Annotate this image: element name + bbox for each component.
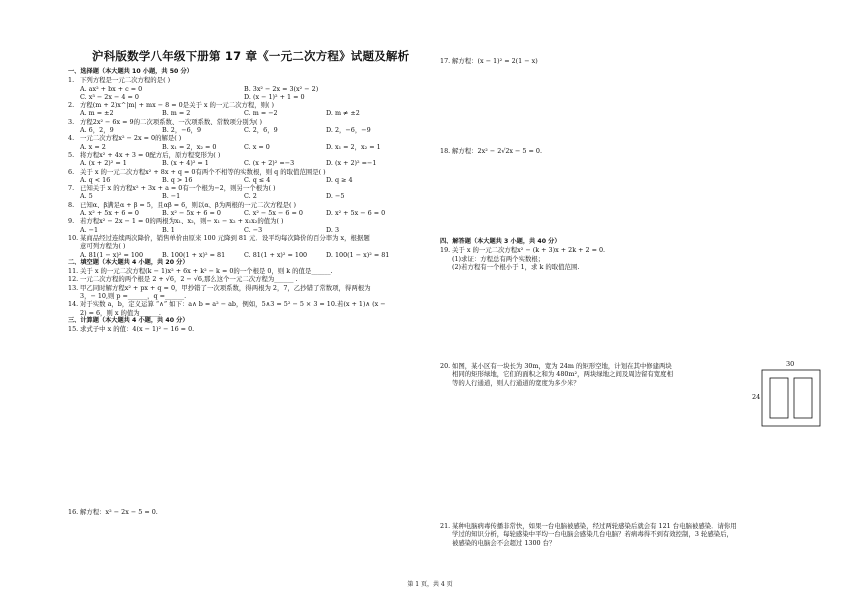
question-text-continued: 意可列方程为( ): [80, 242, 126, 251]
sub-question-2: (2)若方程有一个根小于 1，求 k 的取值范围.: [452, 262, 580, 271]
section-heading: 四、解答题（本大题共 3 小题，共 40 分）: [440, 238, 561, 245]
option-b: B. 100(1 + x)² = 81: [162, 250, 226, 259]
question-text: 关于 x 的一元二次方程x² − (k + 3)x + 2k + 2 = 0.: [452, 246, 606, 255]
green-area-left: [770, 378, 788, 418]
option-a: A. 81(1 − x)² = 100: [80, 250, 144, 259]
question-number: 18.: [440, 147, 451, 155]
rectangle-figure: [752, 360, 824, 436]
question-number: 7.: [68, 184, 75, 193]
question-text: 某商品经过连续两次降价，销售单价由原来 100 元降到 81 元．设平均每次降价的百分率为 x，根据题: [80, 233, 370, 242]
question-number: 13.: [68, 283, 79, 292]
question-3: [68, 118, 438, 135]
question-text: 关于 x 的一元二次方程(k − 1)x² + 6x + k² − k = 0的一个根是 0，则 k 的值是______.: [80, 267, 333, 276]
question-8: [68, 201, 438, 218]
option-d: D. 3: [326, 225, 340, 234]
question-2: [68, 101, 438, 118]
option-a: A. m = ±2: [80, 109, 114, 118]
option-b: B. 2，−6，9: [162, 126, 202, 135]
question-number: 11.: [68, 267, 79, 276]
option-b: B. 1: [162, 225, 175, 234]
question-number: 10.: [68, 233, 79, 242]
question-text: 求式子中 x 的值：4(x − 1)² − 16 = 0.: [80, 325, 195, 334]
option-d: D. (x − 1)² + 1 = 0: [244, 92, 305, 101]
question-text: 下列方程是一元二次方程的是( ): [80, 76, 171, 85]
question-number: 5.: [68, 150, 75, 159]
option-c: C. −3: [244, 225, 263, 234]
option-a: A. −1: [80, 225, 99, 234]
question-number: 21.: [440, 522, 451, 530]
option-c: C. x³ − 2x − 4 = 0: [80, 92, 139, 101]
option-d: D. 2，−6，−9: [326, 126, 371, 135]
question-text: 解方程：2x² − 2√2x − 5 = 0.: [452, 147, 543, 155]
option-b: B. −1: [162, 192, 181, 201]
option-a: A. 6，2，9: [80, 126, 114, 135]
question-text: 已知α、β满足α + β = 5，且αβ = 6，则以α、β为两根的一元二次方程是( ): [80, 200, 297, 209]
section-4: [440, 238, 820, 271]
question-12: [68, 275, 438, 283]
option-a: A. ax² + bx + c = 0: [80, 84, 143, 93]
question-7: [68, 184, 438, 201]
green-area-right: [794, 378, 812, 418]
section-heading: 一、选择题（本大题共 10 小题，共 50 分）: [68, 68, 193, 75]
question-number: 4.: [68, 134, 75, 143]
option-b: B. 3x² − 2x = 3(x² − 2): [244, 84, 319, 93]
question-text: 将方程x² + 4x + 3 = 0配方后，原方程变形为( ): [80, 150, 221, 159]
option-d: D. x₁ = 2，x₂ = 1: [326, 142, 381, 151]
question-14: [68, 300, 438, 317]
rectangle-diagram: [752, 360, 824, 436]
option-c: C. m = −2: [244, 109, 278, 118]
sub-question-1: (1)求证：方程总有两个实数根；: [452, 254, 545, 263]
question-text-continued: 等的人行通道，则人行通道的宽度为多少米？: [452, 378, 580, 387]
option-d: D. m ≠ ±2: [326, 109, 360, 118]
section-heading: 三、计算题（本大题共 4 小题，共 40 分）: [68, 316, 189, 324]
question-15: [68, 325, 438, 333]
question-number: 1.: [68, 76, 75, 85]
question-number: 17.: [440, 57, 451, 65]
question-number: 9.: [68, 217, 75, 226]
section-heading: 二、填空题（本大题共 4 小题，共 20 分）: [68, 258, 189, 266]
question-text-continued: 学过的知识分析，每轮感染中平均一台电脑会感染几台电脑？若病毒得不到有效控制，3 轮感染后，: [452, 530, 733, 539]
figure-height-label: 24: [752, 393, 761, 401]
left-column: [68, 68, 438, 334]
question-text: 关于 x 的一元二次方程x² + 8x + q = 0有两个不相等的实数根，则 q 的取值范围是( ): [80, 167, 326, 176]
question-1: [68, 76, 438, 101]
question-text: 若方程x² − 2x − 1 = 0的两根为x₁、x₂，则− x₁ − x₂ + x₁x₂的值为( ): [80, 217, 284, 226]
option-c: C. q ≤ 4: [244, 175, 271, 184]
option-d: D. q ≥ 4: [326, 175, 353, 184]
option-d: D. x² + 5x − 6 = 0: [326, 209, 386, 218]
option-b: B. x₁ = 2，x₂ = 0: [162, 142, 217, 151]
question-13: [68, 284, 438, 301]
question-number: 8.: [68, 200, 75, 209]
question-21: [440, 522, 820, 547]
option-d: D. −5: [326, 192, 345, 201]
question-text-continued: 3，− 10,则 p =______，q =______.: [80, 292, 187, 301]
question-text: 甲乙同时解方程x² + px + q = 0，甲抄错了一次项系数，得两根为 2，7，乙抄错了常数项，得两根为: [80, 283, 371, 292]
question-text: 解方程：(x − 1)² = 2(1 − x): [452, 57, 538, 65]
option-c: C. 2: [244, 192, 257, 201]
option-d: D. (x + 2)² =−1: [326, 159, 377, 168]
option-c: C. 2，6，9: [244, 126, 278, 135]
question-text-continued: 相同的矩形绿地，它们的面积之和为 480m²，两块绿地之间及周边留有宽度相: [452, 370, 673, 379]
option-b: B. m = 2: [162, 109, 191, 118]
option-a: A. 5: [80, 192, 93, 201]
question-text: 对于实数 a，b，定义运算 “∧” 如下：a∧ b = a² − ab，例如，5∧3 = 5² − 5 × 3 = 10.若(x + 1)∧ (x −: [80, 300, 386, 309]
question-17: [440, 57, 810, 65]
question-20: [440, 362, 750, 387]
figure-width-label: 30: [786, 360, 795, 368]
page-footer: 第 1 页，共 4 页: [407, 581, 453, 588]
question-number: 6.: [68, 167, 75, 176]
question-number: 16.: [68, 508, 79, 516]
question-text: 如图，某小区有一块长为 30m，宽为 24m 的矩形空地，计划在其中修建两块: [452, 362, 672, 370]
question-19: [440, 246, 820, 254]
page-title: 沪科版数学八年级下册第 17 章《一元二次方程》试题及解析: [92, 49, 410, 63]
question-4: [68, 134, 438, 151]
question-number: 19.: [440, 246, 451, 255]
option-b: B. q > 16: [162, 175, 193, 184]
option-c: C. x² − 5x − 6 = 0: [244, 209, 303, 218]
question-6: [68, 168, 438, 185]
option-a: A. (x + 2)² = 1: [80, 159, 127, 168]
question-number: 20.: [440, 362, 451, 370]
option-c: C. 81(1 + x)² = 100: [244, 250, 308, 259]
option-c: C. x = 0: [244, 142, 270, 151]
question-text: 一元二次方程x² − 2x = 0的解是( ): [80, 134, 182, 143]
question-number: 12.: [68, 275, 79, 284]
question-number: 15.: [68, 325, 79, 334]
question-number: 3.: [68, 117, 75, 126]
question-10: [68, 234, 438, 259]
question-text: 一元二次方程的两个根是 2 + √6，2 − √6,那么这个一元二次方程为______ .: [80, 275, 298, 284]
question-number: 14.: [68, 300, 79, 309]
question-number: 2.: [68, 101, 75, 110]
option-b: B. (x + 4)² = 1: [162, 159, 209, 168]
question-text: 解方程：x² − 2x − 5 = 0.: [80, 508, 158, 516]
question-16: [68, 508, 438, 516]
question-text-continued: 被感染的电脑会不会超过 1300 台？: [452, 538, 556, 547]
question-18: [440, 147, 810, 155]
option-a: A. q < 16: [80, 175, 111, 184]
option-d: D. 100(1 − x)² = 81: [326, 250, 390, 259]
question-text: 方程(m + 2)x^|m| + mx − 8 = 0是关于 x 的一元二次方程，则( ): [80, 101, 275, 110]
question-text: 已知关于 x 的方程x² + 3x + a = 0有一个根为−2，则另一个根为( ): [80, 184, 276, 193]
question-text: 某种电脑病毒传播非常快，如果一台电脑被感染，经过两轮感染后就会有 121 台电脑被感染．请你用: [452, 522, 737, 530]
option-b: B. x² − 5x + 6 = 0: [162, 209, 221, 218]
question-5: [68, 151, 438, 168]
question-9: [68, 217, 438, 234]
question-text-continued: 2) = 6，则 x 的值为______.: [80, 308, 161, 317]
option-c: C. (x + 2)² =−3: [244, 159, 295, 168]
question-text: 方程2x² − 6x = 9的二次项系数、一次项系数、常数项分别为( ): [80, 117, 263, 126]
option-a: A. x = 2: [80, 142, 106, 151]
option-a: A. x² + 5x + 6 = 0: [80, 209, 139, 218]
